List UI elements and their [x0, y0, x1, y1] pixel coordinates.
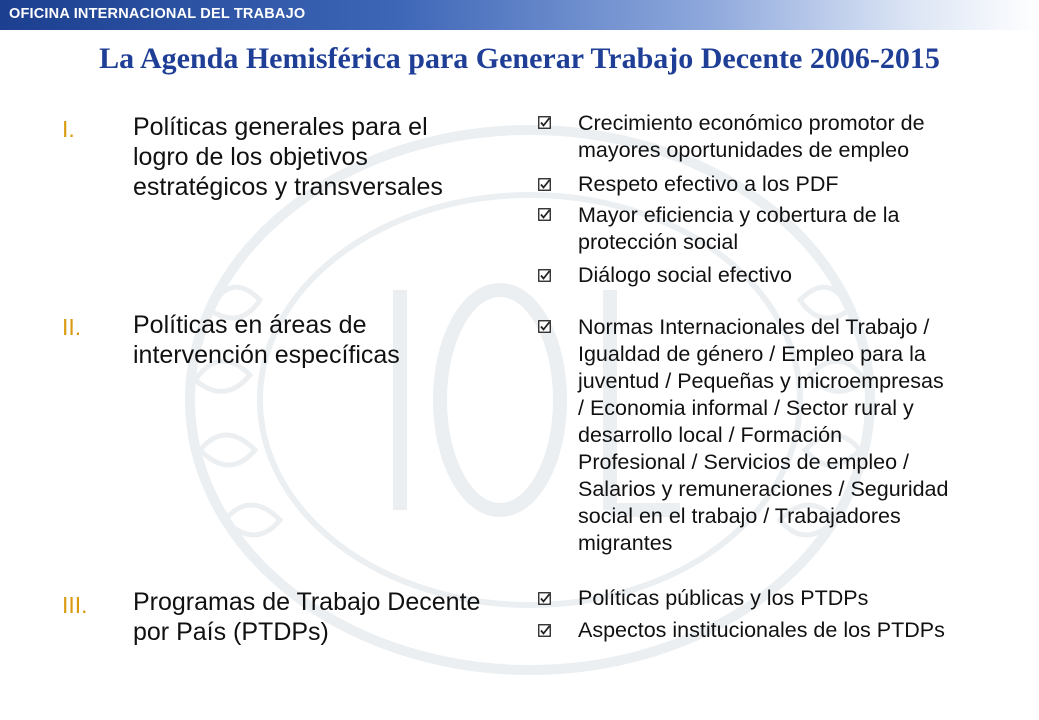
section-title: Políticas generales para el logro de los objetivos estratégicos y transversales [133, 113, 443, 201]
list-item: Crecimiento económico promotor de mayores oportunidades de empleo [578, 111, 925, 162]
list-item: Respeto efectivo a los PDF [578, 172, 839, 196]
slide-title: La Agenda Hemisférica para Generar Trabajo Decente 2006-2015 [99, 42, 940, 75]
list-item: Mayor eficiencia y cobertura de la protección social [578, 203, 900, 254]
list-item: Diálogo social efectivo [578, 263, 792, 287]
header-banner [0, 0, 1039, 30]
section-numeral: III. [62, 592, 88, 618]
section-numeral: I. [62, 116, 75, 142]
checkbox-checked-icon [538, 624, 551, 637]
checkbox-checked-icon [538, 116, 551, 129]
checkbox-checked-icon [538, 320, 551, 333]
checkbox-checked-icon [538, 269, 551, 282]
list-item: Aspectos institucionales de los PTDPs [578, 618, 945, 642]
list-item: Normas Internacionales del Trabajo / Igualdad de género / Empleo para la juventud / Pequeñas y microempresas / Economia informal / Sector rural y desarrollo local / Formación Profesional / Servicios de empleo / Salarios y remuneraciones / Seguridad social en el trabajo / Trabajadores migrantes [578, 315, 949, 555]
organization-name: OFICINA INTERNACIONAL DEL TRABAJO [9, 6, 306, 22]
list-item: Políticas públicas y los PTDPs [578, 586, 869, 610]
checkbox-checked-icon [538, 592, 551, 605]
checkbox-checked-icon [538, 208, 551, 221]
checkbox-checked-icon [538, 178, 551, 191]
section-numeral: II. [62, 314, 82, 340]
section-title: Programas de Trabajo Decente por País (PTDPs) [133, 588, 481, 646]
section-title: Políticas en áreas de intervención específicas [133, 311, 400, 369]
